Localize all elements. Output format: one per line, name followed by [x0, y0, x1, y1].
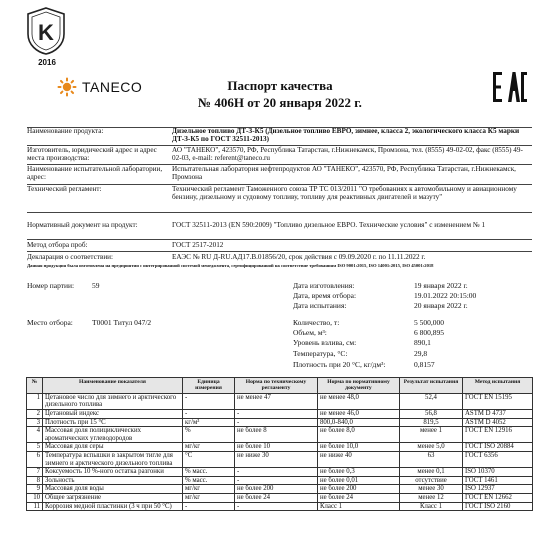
- table-header-row: [27, 378, 533, 394]
- indicator-name: Коррозия медной пластинки (3 ч при 50 °С): [43, 502, 183, 511]
- unit: -: [183, 410, 235, 419]
- test-method: ГОСТ EN 12662: [463, 493, 533, 502]
- fill-level-value: 890,1: [414, 338, 431, 347]
- col-header-regulation-norm: Норма по техническому регламенту: [235, 378, 318, 394]
- table-row: [27, 393, 533, 409]
- test-method: ISO 12937: [463, 485, 533, 494]
- quantity-value: 5 500,000: [414, 318, 444, 327]
- quality-indicators-table: [26, 377, 533, 511]
- declaration-value: ЕАЭС № RU Д-RU.АД17.В.01856/20, срок действия с 09.09.2020 г. по 11.11.2022 г.: [172, 253, 426, 261]
- indicator-name: Массовая доля серы: [43, 443, 183, 452]
- col-header-method: Метод испытания: [463, 378, 533, 394]
- document-norm: не ниже 40: [318, 451, 400, 467]
- document-norm: Класс 1: [318, 502, 400, 511]
- row-number: 4: [27, 427, 43, 443]
- regulation-norm: не более 10: [235, 443, 318, 452]
- quantity-label: Количество, т:: [293, 318, 340, 327]
- table-row: [27, 418, 533, 427]
- indicator-name: Цетановый индекс: [43, 410, 183, 419]
- test-method: ГОСТ 6356: [463, 451, 533, 467]
- test-result: менее 30: [400, 485, 463, 494]
- row-number: 11: [27, 502, 43, 511]
- table-row: [27, 468, 533, 477]
- test-date-label: Дата испытания:: [293, 301, 347, 310]
- row-number: 9: [27, 485, 43, 494]
- batch-value: 59: [92, 281, 100, 290]
- unit: -: [183, 393, 235, 409]
- certification-seal-icon: [25, 6, 67, 56]
- test-method: ГОСТ 1461: [463, 476, 533, 485]
- col-header-result: Результат испытания: [400, 378, 463, 394]
- normative-doc-value: ГОСТ 32511-2013 (EN 590:2009) "Топливо дизельное ЕВРО. Технические условия" с изменением № 1: [172, 221, 486, 229]
- document-norm: не менее 46,0: [318, 410, 400, 419]
- title-line-1: Паспорт качества: [227, 78, 333, 93]
- unit: %: [183, 427, 235, 443]
- regulation-norm: не менее 47: [235, 393, 318, 409]
- declaration-label: Декларация о соответствии:: [27, 253, 114, 261]
- unit: мг/кг: [183, 443, 235, 452]
- test-result: 63: [400, 451, 463, 467]
- unit: мг/кг: [183, 493, 235, 502]
- tech-regulation-value: Технический регламент Таможенного союза ТР ТС 013/2011 "О требованиях к автомобильному и авиационному бензину, дизельному и судовому топливу, топливу для реактивных двигателей и мазуту": [172, 185, 517, 202]
- row-number: 1: [27, 393, 43, 409]
- col-header-number: №: [27, 378, 43, 394]
- row-number: 3: [27, 418, 43, 427]
- document-norm: не более 8,0: [318, 427, 400, 443]
- iso-fine-print: Данная продукция была изготовлена на предприятии с интегрированной системой менеджмента, сертифицированной на соответствие требованиям ISO 9001:2015, ISO 14001:2015, ISO 45001:2018: [27, 263, 434, 268]
- table-row: [27, 502, 533, 511]
- indicator-name: Плотность при 15 °С: [43, 418, 183, 427]
- document-norm: не менее 48,0: [318, 393, 400, 409]
- regulation-norm: -: [235, 502, 318, 511]
- test-method: ГОСТ EN 12916: [463, 427, 533, 443]
- table-row: [27, 410, 533, 419]
- row-number: 2: [27, 410, 43, 419]
- regulation-norm: не более 8: [235, 427, 318, 443]
- document-norm: не более 24: [318, 493, 400, 502]
- document-norm: не более 200: [318, 485, 400, 494]
- laboratory-value: Испытательная лаборатория нефтепродуктов АО "ТАНЕКО", 423570, РФ, Республика Татарстан, г.Нижнекамск, Промзона: [172, 165, 516, 182]
- regulation-norm: -: [235, 468, 318, 477]
- sampling-place-label: Место отбора:: [27, 318, 73, 327]
- regulation-norm: -: [235, 410, 318, 419]
- document-norm: не более 0,01: [318, 476, 400, 485]
- title-line-2: № 406Н от 20 января 2022 г.: [198, 95, 362, 110]
- col-header-unit: Единица измерения: [183, 378, 235, 394]
- tech-regulation-label: Технический регламент:: [27, 185, 102, 193]
- sampling-method-label: Метод отбора проб:: [27, 241, 88, 249]
- test-method: ГОСТ ISO 20884: [463, 443, 533, 452]
- fill-level-label: Уровень взлива, см:: [293, 338, 357, 347]
- table-row: [27, 493, 533, 502]
- test-result: 819,5: [400, 418, 463, 427]
- test-result: менее 5,0: [400, 443, 463, 452]
- regulation-norm: не более 200: [235, 485, 318, 494]
- density-label: Плотность при 20 °С, кг/дм³:: [293, 360, 386, 369]
- test-method: ГОСТ EN 15195: [463, 393, 533, 409]
- col-header-indicator: Наименование показателя: [43, 378, 183, 394]
- unit: мг/кг: [183, 485, 235, 494]
- test-result: отсутствие: [400, 476, 463, 485]
- test-method: ISO 10370: [463, 468, 533, 477]
- product-name-label: Наименование продукта:: [27, 127, 104, 135]
- volume-label: Объем, м³:: [293, 328, 327, 337]
- batch-label: Номер партии:: [27, 281, 75, 290]
- row-number: 5: [27, 443, 43, 452]
- regulation-norm: -: [235, 418, 318, 427]
- regulation-norm: -: [235, 476, 318, 485]
- row-number: 6: [27, 451, 43, 467]
- temperature-value: 29,8: [414, 349, 428, 358]
- unit: °С: [183, 451, 235, 467]
- regulation-norm: не более 24: [235, 493, 318, 502]
- sun-logo-icon: [57, 77, 77, 97]
- table-row: [27, 451, 533, 467]
- seal-year: 2016: [38, 58, 56, 67]
- manufacture-date-label: Дата изготовления:: [293, 281, 355, 290]
- table-row: [27, 443, 533, 452]
- test-result: 56,8: [400, 410, 463, 419]
- manufacture-date-value: 19 января 2022 г.: [414, 281, 468, 290]
- test-method: ASTM D 4737: [463, 410, 533, 419]
- indicator-name: Массовая доля полициклических ароматических углеводородов: [43, 427, 183, 443]
- indicator-name: Коксуемость 10 %-ного остатка разгонки: [43, 468, 183, 477]
- table-row: [27, 427, 533, 443]
- normative-doc-label: Нормативный документ на продукт:: [27, 221, 138, 229]
- temperature-label: Температура, °С:: [293, 349, 348, 358]
- density-value: 0,8157: [414, 360, 435, 369]
- indicator-name: Цетановое число для зимнего и арктического дизельного топлива: [43, 393, 183, 409]
- col-header-document-norm: Норма по нормативному документу: [318, 378, 400, 394]
- indicator-name: Температура вспышки в закрытом тигле для зимнего и арктического дизельного топлива: [43, 451, 183, 467]
- indicator-name: Зольность: [43, 476, 183, 485]
- indicator-name: Общее загрязнение: [43, 493, 183, 502]
- test-method: ГОСТ ISO 2160: [463, 502, 533, 511]
- sampling-method-value: ГОСТ 2517-2012: [172, 241, 224, 249]
- sampling-place-value: Т0001 Титул 047/2: [92, 318, 152, 327]
- brand-name: TANECO: [82, 79, 143, 95]
- test-result: менее 12: [400, 493, 463, 502]
- laboratory-label: Наименование испытательной лаборатории, адрес:: [27, 165, 163, 182]
- document-norm: не более 0,3: [318, 468, 400, 477]
- row-number: 7: [27, 468, 43, 477]
- test-result: Класс 1: [400, 502, 463, 511]
- indicator-name: Массовая доля воды: [43, 485, 183, 494]
- volume-value: 6 800,895: [414, 328, 444, 337]
- test-method: ASTM D 4052: [463, 418, 533, 427]
- row-number: 8: [27, 476, 43, 485]
- sampling-datetime-value: 19.01.2022 20:15:00: [414, 291, 477, 300]
- unit: % масс.: [183, 468, 235, 477]
- unit: % масс.: [183, 476, 235, 485]
- regulation-norm: не ниже 30: [235, 451, 318, 467]
- document-norm: не более 10,0: [318, 443, 400, 452]
- row-number: 10: [27, 493, 43, 502]
- document-norm: 800,0-840,0: [318, 418, 400, 427]
- table-row: [27, 485, 533, 494]
- sampling-datetime-label: Дата, время отбора:: [293, 291, 357, 300]
- product-name-value: Дизельное топливо ДТ-З-К5 (Дизельное топливо ЕВРО, зимнее, класса 2, экологического класса К5 марки ДТ-З-К5 по ГОСТ 32511-2013): [172, 127, 520, 144]
- unit: -: [183, 502, 235, 511]
- table-row: [27, 476, 533, 485]
- test-result: менее 1: [400, 427, 463, 443]
- document-title: [130, 77, 430, 111]
- manufacturer-value: АО "ТАНЕКО", 423570, РФ, Республика Татарстан, г.Нижнекамск, Промзона, тел. (8555) 49-02-02, факс (8555) 49-02-03, e-mail: referent@taneco.ru: [172, 146, 523, 163]
- test-date-value: 20 января 2022 г.: [414, 301, 468, 310]
- svg-text:K: K: [38, 20, 54, 45]
- test-result: менее 0,1: [400, 468, 463, 477]
- eac-mark-icon: [493, 72, 527, 102]
- unit: кг/м³: [183, 418, 235, 427]
- test-result: 52,4: [400, 393, 463, 409]
- manufacturer-label: Изготовитель, юридический адрес и адрес места производства:: [27, 146, 157, 163]
